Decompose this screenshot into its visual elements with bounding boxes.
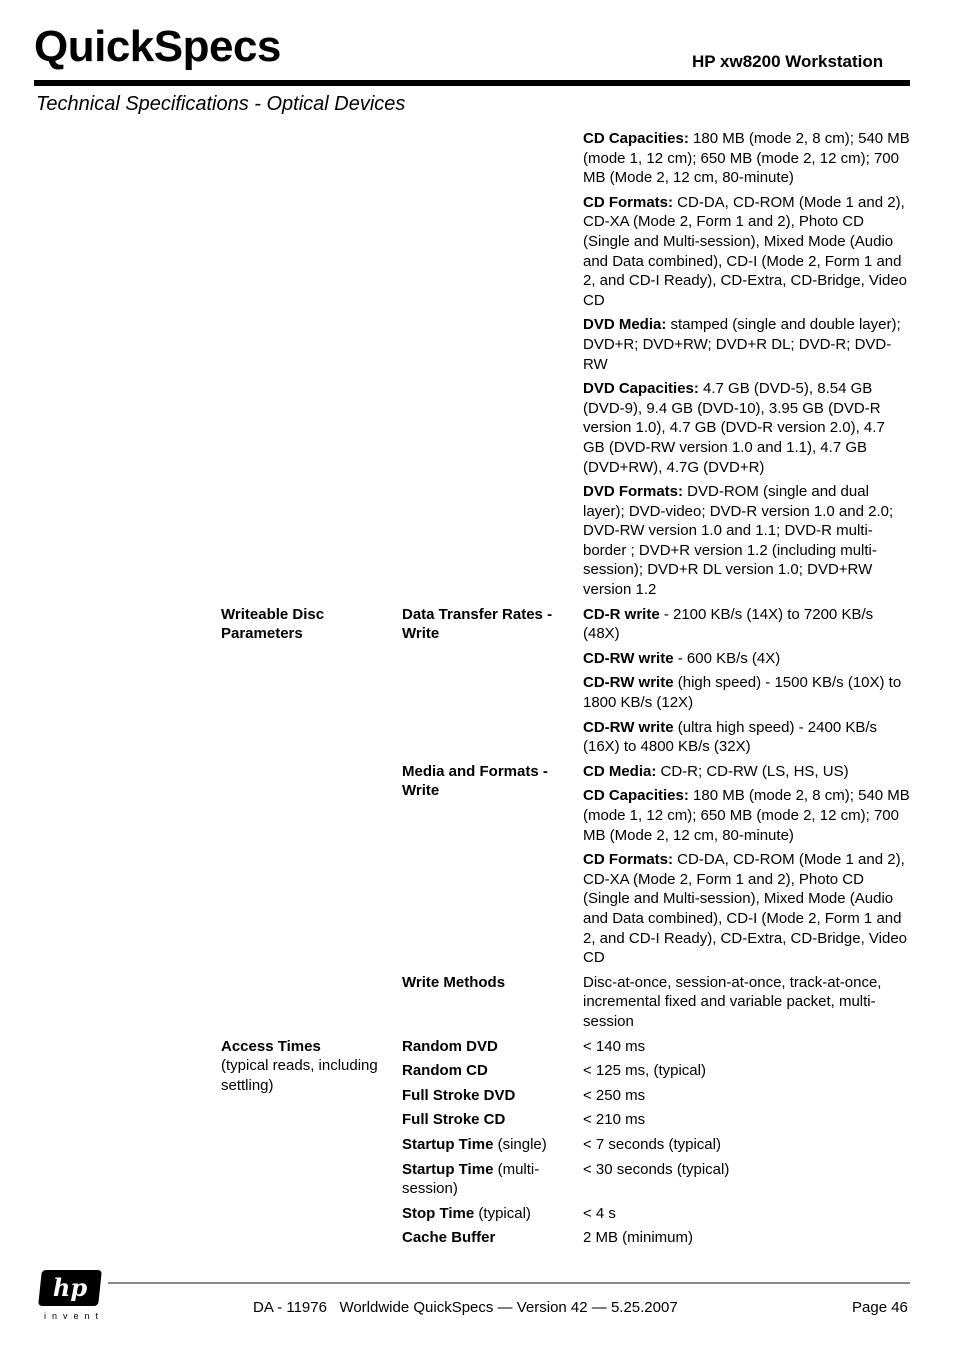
spec-value-label: CD Formats: xyxy=(583,851,674,869)
spec-value-text: stamped (single and double layer); DVD+R; DVD+RW; DVD+R DL; DVD-R; DVD-RW xyxy=(583,316,901,373)
access-time-row xyxy=(402,1159,910,1203)
access-time-name: Startup Time xyxy=(402,1160,494,1178)
access-time-list xyxy=(402,1036,910,1252)
spec-category-note: (typical reads, including settling) xyxy=(221,1057,378,1094)
spec-value-text: - 2100 KB/s (14X) to 7200 KB/s (48X) xyxy=(583,605,874,643)
spec-row-write-methods xyxy=(0,972,954,1036)
spec-label-empty xyxy=(402,128,583,604)
spec-value-item xyxy=(583,785,910,849)
access-time-value: < 4 s xyxy=(583,1204,616,1222)
spec-value-label: CD-RW write xyxy=(583,649,674,667)
spec-row-read-media xyxy=(0,128,954,604)
spec-row-access-times xyxy=(0,1036,954,1252)
spec-value-text: CD-DA, CD-ROM (Mode 1 and 2), CD-XA (Mode 2, Form 1 and 2), Photo CD (Single and Multi-session), Mixed Mode (Audio and Data combined), CD-I (Mode 2, Form 1 and 2, and CD-I Ready), CD-Extra, CD-Bridge, Video CD xyxy=(583,193,908,309)
spec-value-label: CD Formats: xyxy=(583,193,674,211)
access-time-value: < 125 ms, (typical) xyxy=(583,1062,706,1080)
spec-value-label: CD Capacities: xyxy=(583,130,689,147)
spec-row-transfer-rates xyxy=(0,604,954,761)
spec-value-text: DVD-ROM (single and dual layer); DVD-video; DVD-R version 1.0 and 2.0; DVD-RW version 1.0 and 1.1; DVD-R multi-border ; DVD+R version 1.2 (including multi-session); DVD+R DL version 1.0; DVD+RW version 1.2 xyxy=(583,483,894,599)
spec-value-text: Disc-at-once, session-at-once, track-at-once, incremental fixed and variable packet, multi-session xyxy=(583,973,882,1030)
footer-doc-info: DA - 11976 Worldwide QuickSpecs — Version 42 — 5.25.2007 xyxy=(253,1299,678,1316)
spec-value-item xyxy=(583,314,910,378)
spec-value-text: - 600 KB/s (4X) xyxy=(673,649,781,667)
spec-category-empty xyxy=(221,761,402,972)
spec-value-item xyxy=(583,849,910,972)
spec-value-label: CD Media: xyxy=(583,762,657,780)
spec-value-item xyxy=(583,761,910,786)
spec-value-item xyxy=(583,648,910,673)
spec-row-media-formats xyxy=(0,761,954,972)
spec-value-item xyxy=(583,378,910,481)
access-time-label xyxy=(402,1204,583,1224)
spec-value-label: CD-RW write xyxy=(583,718,674,736)
spec-category-title: Access Times xyxy=(221,1037,321,1055)
spec-value-item xyxy=(583,128,910,192)
spec-value-text: CD-DA, CD-ROM (Mode 1 and 2), CD-XA (Mode 2, Form 1 and 2), Photo CD (Single and Multi-session), Mixed Mode (Audio and Data combined), CD-I (Mode 2, Form 1 and 2, and CD-I Ready), CD-Extra, CD-Bridge, Video CD xyxy=(583,851,908,967)
spec-values xyxy=(583,761,910,972)
spec-value-label: CD Capacities: xyxy=(583,787,689,805)
access-time-label xyxy=(402,1037,583,1057)
section-subtitle: Technical Specifications - Optical Devices xyxy=(36,93,406,115)
spec-value-label: CD-R write xyxy=(583,605,660,623)
page-number: Page 46 xyxy=(852,1299,908,1316)
access-time-qualifier: (multi-session) xyxy=(402,1160,540,1198)
access-time-value: < 140 ms xyxy=(583,1037,646,1055)
access-time-row xyxy=(402,1085,910,1110)
access-time-label xyxy=(402,1135,583,1155)
footer-rule xyxy=(108,1282,910,1284)
spec-value-item xyxy=(583,604,910,648)
access-time-label xyxy=(402,1086,583,1106)
page-title: QuickSpecs xyxy=(34,22,281,71)
spec-category-empty xyxy=(221,972,402,1036)
product-model: HP xw8200 Workstation xyxy=(692,52,884,71)
spec-value-label: DVD Capacities: xyxy=(583,380,699,398)
access-time-row xyxy=(402,1109,910,1134)
spec-value-item xyxy=(583,192,910,315)
spec-value-text: 4.7 GB (DVD-5), 8.54 GB (DVD-9), 9.4 GB (DVD-10), 3.95 GB (DVD-R version 1.0), 4.7 GB (DVD-R version 2.0), 4.7 GB (DVD-RW version 1.0 and 1.1), 4.7 GB (DVD+RW), 4.7G (DVD+R) xyxy=(583,380,885,476)
access-time-name: Random DVD xyxy=(402,1037,498,1055)
access-time-name: Stop Time xyxy=(402,1204,475,1222)
access-time-value: < 250 ms xyxy=(583,1086,646,1104)
spec-label: Write Methods xyxy=(402,973,506,991)
access-time-value: 2 MB (minimum) xyxy=(583,1229,694,1247)
spec-value-label: CD-RW write xyxy=(583,674,674,692)
access-time-name: Random CD xyxy=(402,1062,488,1080)
access-time-qualifier: (single) xyxy=(493,1135,547,1153)
spec-label: Media and Formats - Write xyxy=(402,762,548,800)
access-time-label xyxy=(402,1228,583,1248)
spec-value-label: DVD Formats: xyxy=(583,483,684,501)
spec-value-text: 180 MB (mode 2, 8 cm); 540 MB (mode 1, 12 cm); 650 MB (mode 2, 12 cm); 700 MB (Mode 2, 12 cm, 80-minute) xyxy=(583,787,910,844)
access-time-row xyxy=(402,1036,910,1061)
spec-value-text: (ultra high speed) - 2400 KB/s (16X) to 4800 KB/s (32X) xyxy=(583,718,878,756)
spec-value-item xyxy=(583,481,910,604)
spec-value-text: CD-R; CD-RW (LS, HS, US) xyxy=(656,762,849,780)
access-time-row xyxy=(402,1227,910,1252)
spec-values xyxy=(583,128,910,604)
access-time-label xyxy=(402,1061,583,1081)
access-time-row xyxy=(402,1134,910,1159)
hp-logo-text: hp xyxy=(52,1273,88,1302)
access-time-value: < 7 seconds (typical) xyxy=(583,1135,721,1153)
spec-value-label: DVD Media: xyxy=(583,316,667,334)
access-time-name: Startup Time xyxy=(402,1135,494,1153)
hp-tagline: invent xyxy=(44,1311,105,1321)
access-time-qualifier: (typical) xyxy=(474,1204,531,1222)
access-time-value: < 30 seconds (typical) xyxy=(583,1160,730,1178)
spec-label: Data Transfer Rates - Write xyxy=(402,605,553,643)
spec-category xyxy=(221,1036,402,1252)
access-time-value: < 210 ms xyxy=(583,1111,646,1129)
spec-values xyxy=(583,604,910,761)
spec-value-text: 180 MB (mode 2, 8 cm); 540 MB (mode 1, 12 cm); 650 MB (mode 2, 12 cm); 700 MB (Mode 2, 12 cm, 80-minute) xyxy=(583,130,910,187)
spec-value-text: (high speed) - 1500 KB/s (10X) to 1800 KB/s (12X) xyxy=(583,674,902,712)
access-time-label xyxy=(402,1160,583,1199)
header-rule xyxy=(34,80,910,86)
spec-value-item xyxy=(583,717,910,761)
access-time-name: Full Stroke CD xyxy=(402,1111,506,1129)
spec-category-empty xyxy=(221,128,402,604)
spec-table xyxy=(0,128,954,1252)
access-time-label xyxy=(402,1110,583,1130)
access-time-name: Full Stroke DVD xyxy=(402,1086,516,1104)
access-time-row xyxy=(402,1060,910,1085)
access-time-row xyxy=(402,1203,910,1228)
spec-category: Writeable Disc Parameters xyxy=(221,605,325,643)
spec-value-item xyxy=(583,672,910,716)
access-time-name: Cache Buffer xyxy=(402,1229,496,1247)
